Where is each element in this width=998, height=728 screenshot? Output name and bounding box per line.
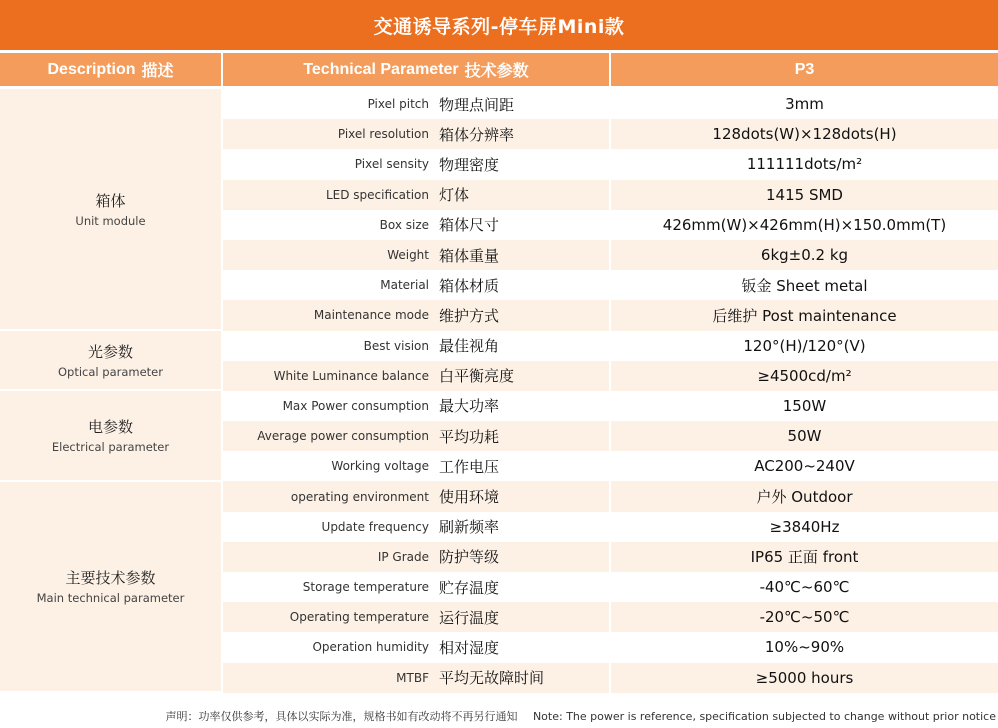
param-name-en: Material	[380, 278, 429, 293]
param-cell	[223, 663, 611, 693]
header-technical-parameter	[223, 53, 611, 86]
group-title-en: Optical parameter	[58, 364, 163, 379]
table-row	[223, 602, 998, 632]
param-value: -40℃~60℃	[759, 578, 850, 597]
param-value: IP65 正面 front	[611, 542, 998, 572]
param-value: 6kg±0.2 kg	[611, 240, 998, 270]
param-name-en: Best vision	[363, 338, 429, 353]
param-name-en: Storage temperature	[302, 580, 429, 595]
param-value: 户外 Outdoor	[611, 481, 998, 511]
param-name-zh: 最大功率	[439, 397, 500, 416]
param-name-zh: 最佳视角	[439, 337, 500, 356]
param-cell	[223, 602, 611, 632]
group-title-en: Electrical parameter	[51, 440, 170, 455]
group-unit-module	[0, 89, 221, 331]
table-row	[223, 270, 998, 300]
param-cell	[223, 89, 611, 119]
header-model: P3	[794, 60, 815, 78]
table-row	[223, 180, 998, 210]
param-name-zh: 物理密度	[439, 155, 500, 174]
table-row	[223, 421, 998, 451]
param-name-en: IP Grade	[377, 549, 429, 564]
param-cell	[223, 421, 611, 451]
param-name-zh: 白平衡亮度	[439, 367, 515, 386]
param-name-zh: 相对湿度	[439, 638, 500, 657]
page-title: 交通诱导系列-停车屏Mini款	[0, 0, 998, 53]
param-name-en: Box size	[379, 217, 429, 232]
param-name-zh: 箱体重量	[439, 246, 500, 265]
table-row	[223, 119, 998, 149]
param-name-zh: 物理点间距	[439, 95, 515, 114]
param-cell	[223, 632, 611, 662]
param-name-en: Pixel pitch	[367, 97, 429, 112]
param-value: 111111dots/m²	[746, 155, 863, 174]
param-name-zh: 箱体材质	[439, 276, 500, 295]
param-name-en: MTBF	[396, 670, 429, 685]
table-row	[223, 542, 998, 572]
param-cell	[223, 270, 611, 300]
param-value: 钣金 Sheet metal	[741, 276, 868, 295]
spec-table	[0, 89, 998, 693]
param-name-en: Weight	[387, 248, 429, 263]
param-cell	[223, 572, 611, 602]
table-row	[223, 451, 998, 481]
header-technical-parameter-zh: 技术参数	[464, 63, 529, 80]
param-value: 150W	[782, 396, 827, 415]
param-name-zh: 平均功耗	[439, 427, 500, 446]
header-description	[0, 53, 223, 86]
param-value: AC200~240V	[754, 457, 855, 476]
group-title-zh: 光参数	[87, 342, 133, 361]
param-name-en: Max Power consumption	[282, 398, 429, 413]
param-value: ≥4500cd/m²	[611, 361, 998, 391]
param-name-en: Operating temperature	[289, 610, 429, 625]
param-cell	[223, 451, 611, 481]
header-description-zh: 描述	[141, 63, 174, 80]
group-title-en: Unit module	[75, 213, 146, 228]
param-value: 426mm(W)×426mm(H)×150.0mm(T)	[662, 215, 947, 234]
param-name-en: White Luminance balance	[273, 368, 429, 383]
param-name-en: LED specification	[325, 187, 429, 202]
param-cell	[223, 300, 611, 330]
group-optical-parameter	[0, 331, 221, 391]
disclaimer-note	[165, 708, 996, 724]
param-name-zh: 贮存温度	[439, 578, 500, 597]
param-cell	[223, 542, 611, 572]
table-row	[223, 361, 998, 391]
param-cell	[223, 210, 611, 240]
group-title-zh: 电参数	[87, 418, 133, 437]
table-row	[223, 240, 998, 270]
group-title-zh: 主要技术参数	[65, 569, 156, 588]
param-value: ≥3840Hz	[769, 517, 840, 536]
table-row	[223, 149, 998, 179]
table-row	[223, 210, 998, 240]
table-row	[223, 331, 998, 361]
param-cell	[223, 361, 611, 391]
param-name-en: operating environment	[290, 489, 429, 504]
table-row	[223, 572, 998, 602]
param-name-en: Working voltage	[331, 459, 429, 474]
table-row	[223, 391, 998, 421]
param-cell	[223, 119, 611, 149]
table-row	[223, 663, 998, 693]
param-value: -20℃~50℃	[611, 602, 998, 632]
param-value: ≥5000 hours	[611, 663, 998, 693]
param-name-zh: 维护方式	[439, 306, 500, 325]
param-name-en: Maintenance mode	[313, 308, 429, 323]
rows-column	[223, 89, 998, 693]
table-row	[223, 89, 998, 119]
disclaimer-zh: 声明：功率仅供参考，具体以实际为准，规格书如有改动将不再另行通知	[165, 710, 518, 723]
group-title-en: Main technical parameter	[36, 591, 185, 606]
param-name-zh: 工作电压	[439, 457, 500, 476]
param-cell	[223, 240, 611, 270]
param-cell	[223, 149, 611, 179]
param-value: 1415 SMD	[611, 180, 998, 210]
table-row	[223, 481, 998, 511]
param-cell	[223, 512, 611, 542]
header-technical-parameter-en: Technical Parameter	[303, 60, 459, 78]
param-value: 10%~90%	[764, 638, 845, 657]
param-name-en: Operation humidity	[312, 640, 429, 655]
param-name-zh: 箱体尺寸	[439, 216, 500, 235]
param-name-en: Pixel sensity	[354, 157, 429, 172]
param-name-en: Pixel resolution	[337, 127, 429, 142]
param-value: 128dots(W)×128dots(H)	[611, 119, 998, 149]
param-name-zh: 防护等级	[439, 548, 500, 567]
param-value: 后维护 Post maintenance	[611, 300, 998, 330]
param-value: 50W	[611, 421, 998, 451]
table-row	[223, 632, 998, 662]
param-name-zh: 平均无故障时间	[439, 669, 545, 688]
group-main-technical-parameter	[0, 482, 221, 693]
param-name-zh: 灯体	[439, 186, 470, 205]
param-cell	[223, 481, 611, 511]
param-name-en: Average power consumption	[257, 429, 429, 444]
table-row	[223, 300, 998, 330]
param-value: 120°(H)/120°(V)	[743, 336, 866, 355]
param-name-zh: 运行温度	[439, 608, 500, 627]
table-row	[223, 512, 998, 542]
table-header	[0, 53, 998, 89]
param-name-zh: 刷新频率	[439, 518, 500, 537]
group-title-zh: 箱体	[95, 191, 126, 210]
disclaimer-en: Note: The power is reference, specification subjected to change without prior notice	[532, 710, 996, 723]
param-name-zh: 箱体分辨率	[439, 125, 515, 144]
group-column	[0, 89, 223, 693]
param-value: 3mm	[785, 95, 824, 114]
param-cell	[223, 331, 611, 361]
param-cell	[223, 180, 611, 210]
param-cell	[223, 391, 611, 421]
param-name-en: Update frequency	[321, 519, 429, 534]
param-name-zh: 使用环境	[439, 488, 500, 507]
header-description-en: Description	[47, 60, 136, 78]
group-electrical-parameter	[0, 391, 221, 482]
